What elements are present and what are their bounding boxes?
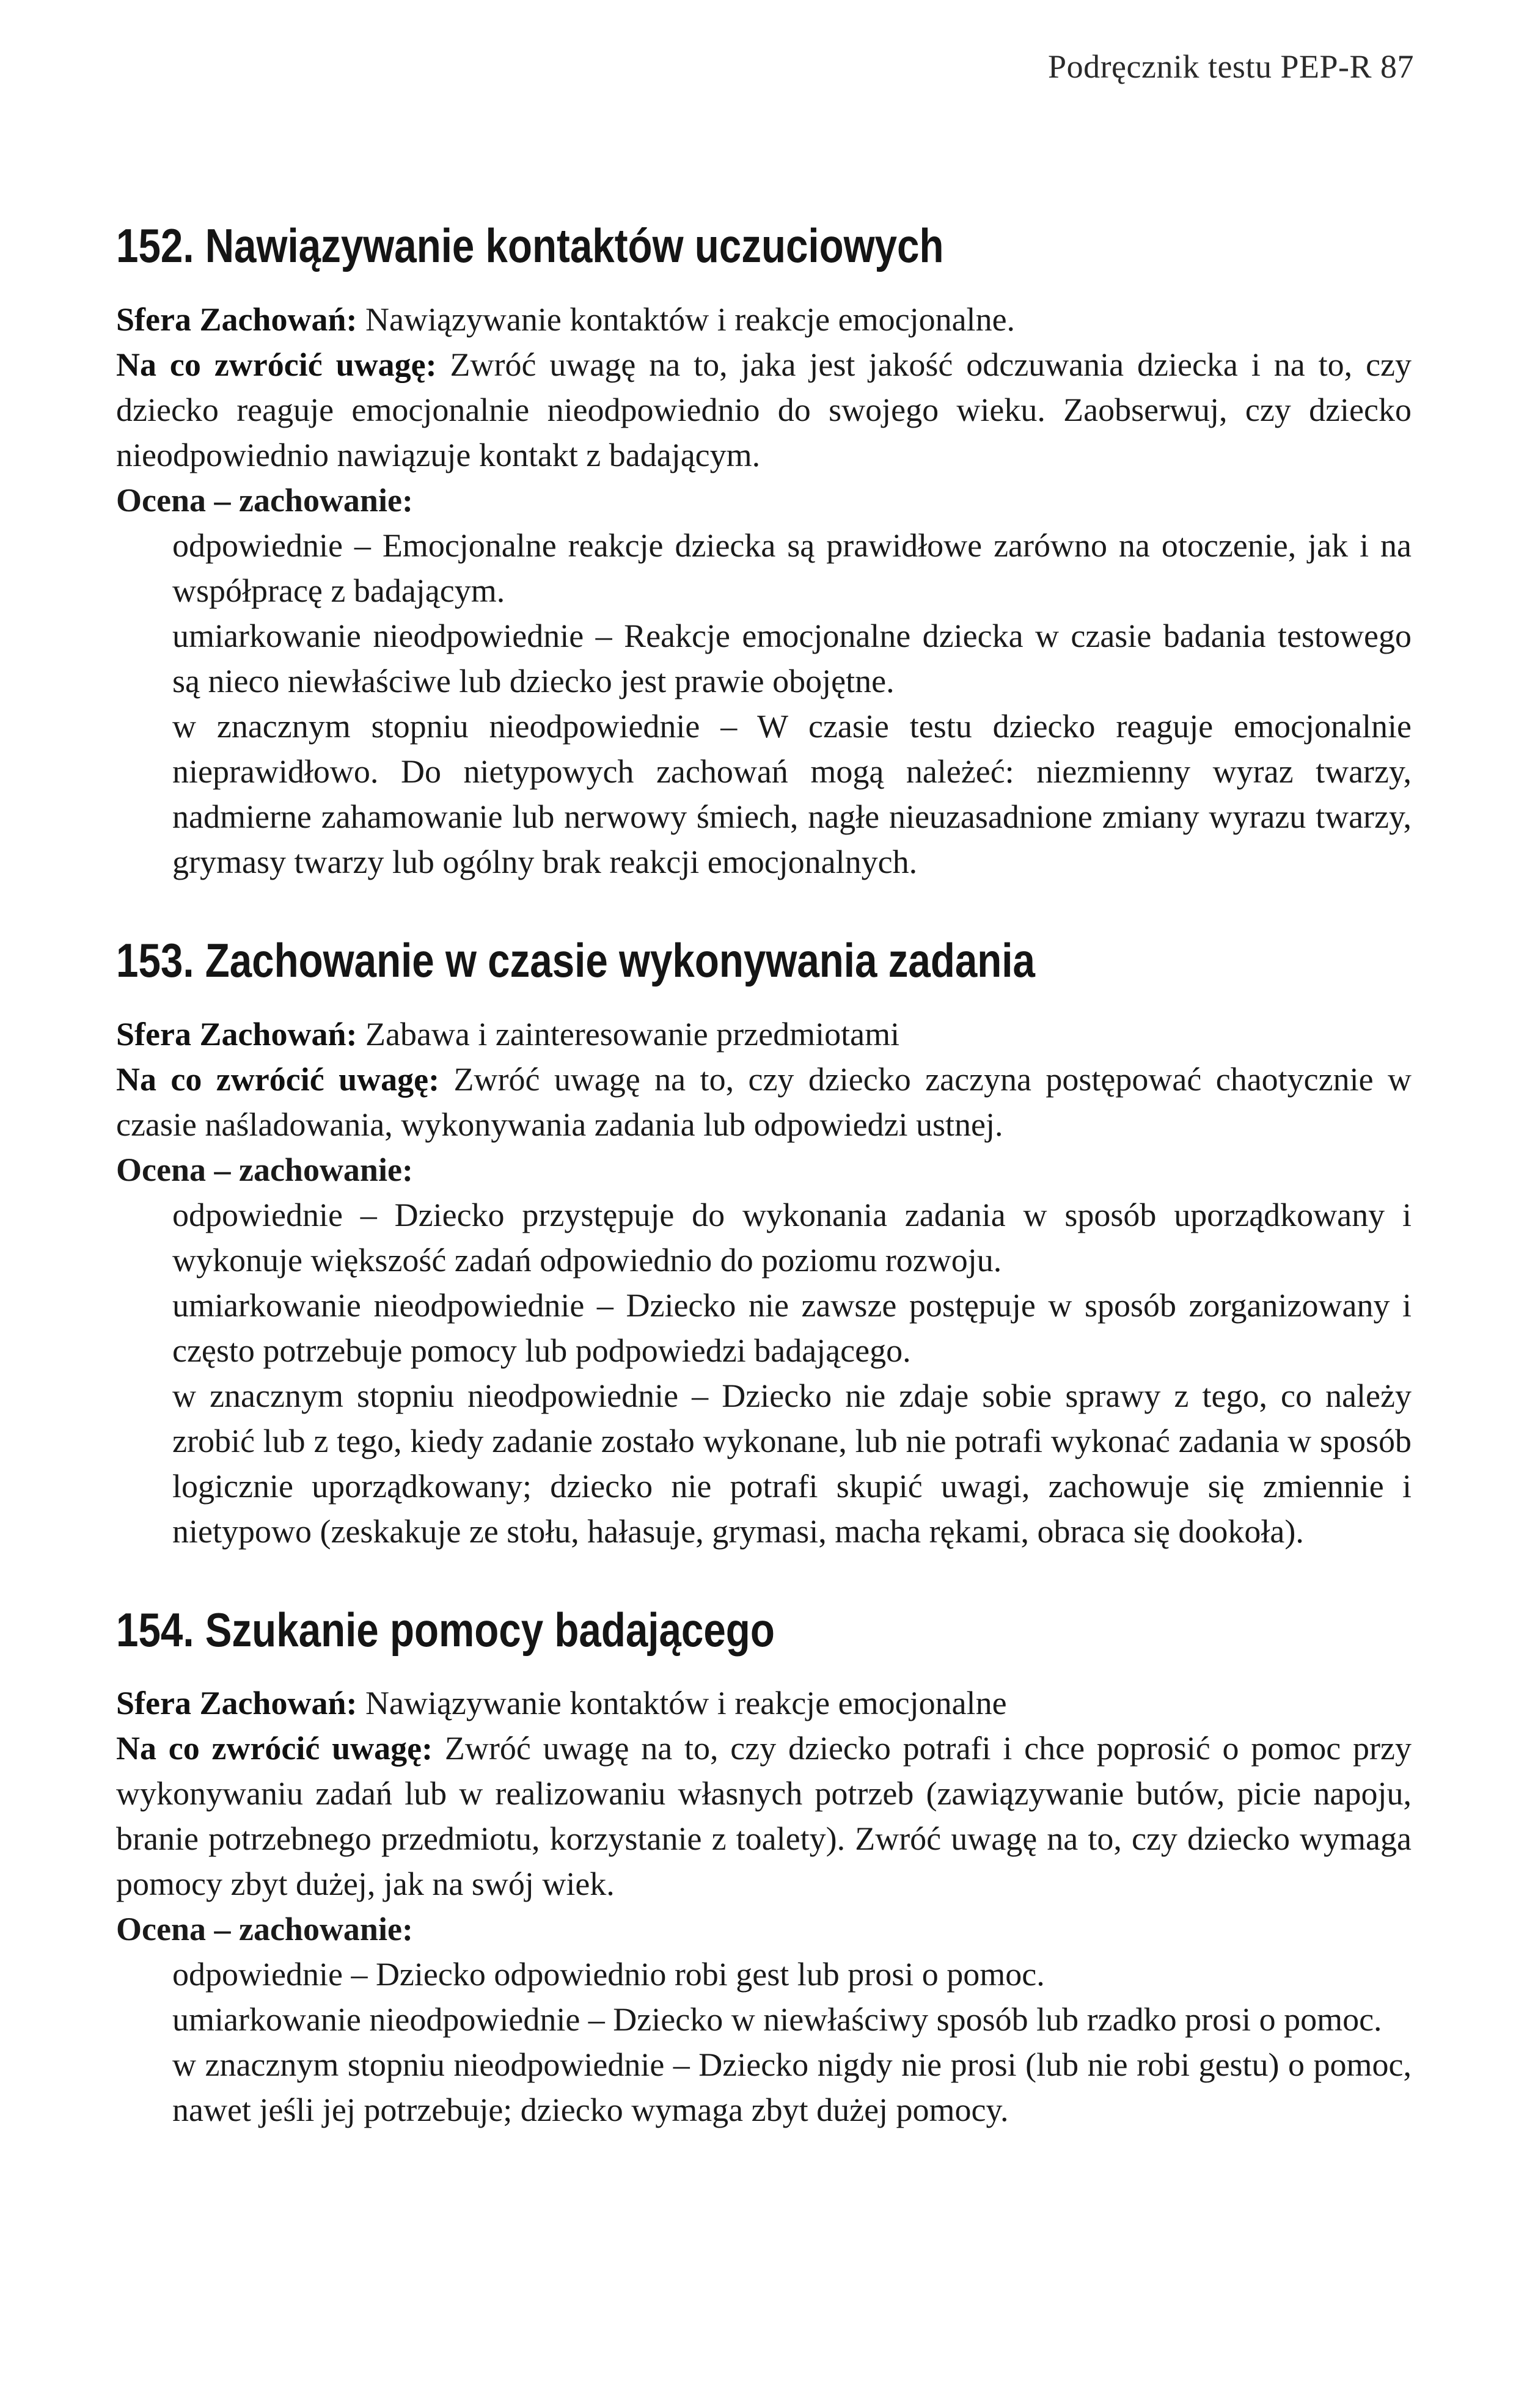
sfera-value: Nawiązywanie kontaktów i reakcje emocjonalne. (365, 301, 1016, 338)
na-co-text: Zwróć uwagę na to, czy dziecko potrafi i chce poprosić o pomoc przy wykonywaniu zadań lub w realizowaniu własnych potrzeb (zawiązywanie butów, picie napoju, branie potrzebnego przedmiotu, korzystanie z toalety). Zwróć uwagę na to, czy dziecko wymaga pomocy zbyt dużej, jak na swój wiek. (116, 1730, 1412, 1903)
na-co-label: Na co zwrócić uwagę: (116, 346, 437, 383)
section-152 (116, 220, 1412, 885)
running-header: Podręcznik testu PEP-R 87 (1048, 48, 1414, 85)
sfera-label: Sfera Zachowań: (116, 301, 357, 338)
ratings-list (116, 523, 1412, 885)
section-154 (116, 1604, 1412, 2133)
ocena-label: Ocena – zachowanie: (116, 1911, 413, 1948)
rating-severe: w znacznym stopniu nieodpowiednie – W czasie testu dziecko reaguje emocjonalnie nieprawidłowo. Do nietypowych zachowań mogą należeć: niezmienny wyraz twarzy, nadmierne zahamowanie lub nerwowy śmiech, nagłe nieuzasadnione zmiany wyrazu twarzy, grymasy twarzy lub ogólny brak reakcji emocjonalnych. (172, 707, 1412, 880)
na-co-text: Zwróć uwagę na to, czy dziecko zaczyna postępować chaotycznie w czasie naśladowania, wykonywania zadania lub odpowiedzi ustnej. (116, 1060, 1412, 1143)
ocena-label: Ocena – zachowanie: (116, 481, 413, 519)
na-co-paragraph (116, 342, 1412, 478)
page-content (116, 220, 1412, 2133)
rating-appropriate: odpowiednie – Emocjonalne reakcje dziecka są prawidłowe zarówno na otoczenie, jak i na współpracę z badającym. (172, 527, 1412, 609)
na-co-paragraph (116, 1057, 1412, 1147)
na-co-label: Na co zwrócić uwagę: (116, 1060, 440, 1098)
sfera-label: Sfera Zachowań: (116, 1685, 357, 1722)
rating-moderate: umiarkowanie nieodpowiednie – Dziecko nie zawsze postępuje w sposób zorganizowany i często potrzebuje pomocy lub podpowiedzi badającego. (172, 1286, 1412, 1369)
section-title: 152. Nawiązywanie kontaktów uczuciowych (116, 219, 944, 272)
na-co-label: Na co zwrócić uwagę: (116, 1730, 433, 1767)
rating-appropriate: odpowiednie – Dziecko odpowiednio robi gest lub prosi o pomoc. (172, 1956, 1045, 1993)
section-153 (116, 935, 1412, 1554)
sfera-label: Sfera Zachowań: (116, 1015, 357, 1053)
rating-moderate: umiarkowanie nieodpowiednie – Reakcje emocjonalne dziecka w czasie badania testowego są nieco niewłaściwe lub dziecko jest prawie obojętne. (172, 617, 1412, 699)
rating-severe: w znacznym stopniu nieodpowiednie – Dziecko nigdy nie prosi (lub nie robi gestu) o pomoc, nawet jeśli jej potrzebuje; dziecko wymaga zbyt dużej pomocy. (172, 2046, 1412, 2129)
rating-appropriate: odpowiednie – Dziecko przystępuje do wykonania zadania w sposób uporządkowany i wykonuje większość zadań odpowiednio do poziomu rozwoju. (172, 1196, 1412, 1279)
sfera-line (116, 1680, 1412, 1726)
rating-severe: w znacznym stopniu nieodpowiednie – Dziecko nie zdaje sobie sprawy z tego, co należy zrobić lub z tego, kiedy zadanie zostało wykonane, lub nie potrafi wykonać zadania w sposób logicznie uporządkowany; dziecko nie potrafi skupić uwagi, zachowuje się zmiennie i nietypowo (zeskakuje ze stołu, hałasuje, grymasi, macha rękami, obraca się dookoła). (172, 1377, 1412, 1550)
ratings-list (116, 1952, 1412, 2133)
rating-moderate: umiarkowanie nieodpowiednie – Dziecko w niewłaściwy sposób lub rzadko prosi o pomoc. (172, 2001, 1382, 2038)
sfera-line (116, 297, 1412, 342)
sfera-value: Zabawa i zainteresowanie przedmiotami (365, 1015, 900, 1053)
sfera-value: Nawiązywanie kontaktów i reakcje emocjonalne (365, 1685, 1007, 1722)
na-co-text: Zwróć uwagę na to, jaka jest jakość odczuwania dziecka i na to, czy dziecko reaguje emocjonalnie nieodpowiednio do swojego wieku. Zaobserwuj, czy dziecko nieodpowiednio nawiązuje kontakt z badającym. (116, 346, 1412, 473)
na-co-paragraph (116, 1726, 1412, 1906)
sfera-line (116, 1012, 1412, 1057)
ocena-label: Ocena – zachowanie: (116, 1151, 413, 1188)
ratings-list (116, 1192, 1412, 1554)
section-title: 153. Zachowanie w czasie wykonywania zadania (116, 933, 1035, 987)
section-title: 154. Szukanie pomocy badającego (116, 1602, 775, 1657)
